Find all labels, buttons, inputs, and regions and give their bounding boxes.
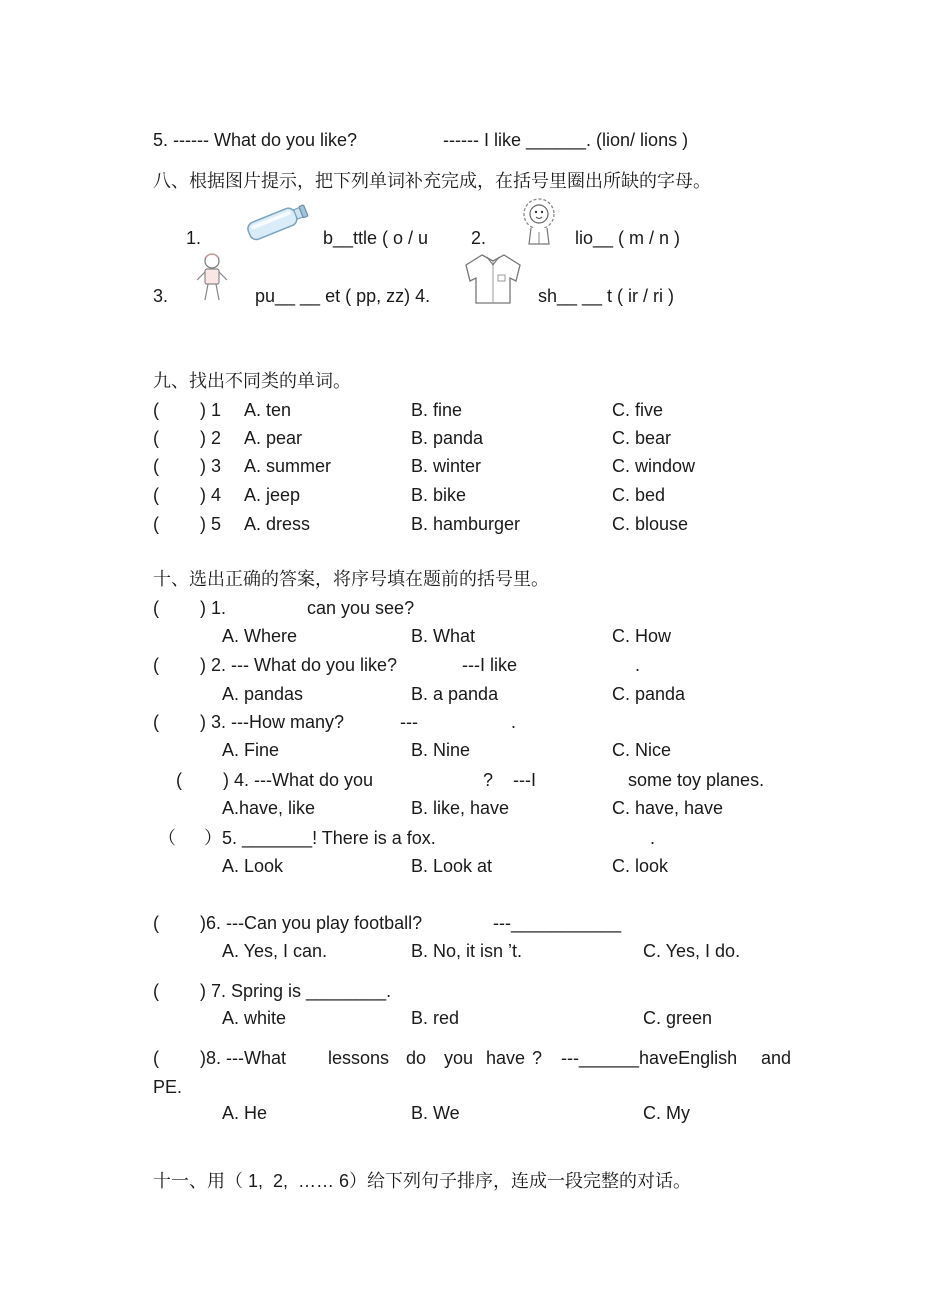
option-a: A. Look: [222, 856, 284, 876]
option-a: A. Fine: [222, 740, 280, 760]
section-10-title: 十、选出正确的答案，将序号填在题前的括号里。: [153, 569, 549, 589]
question-word: have: [486, 1048, 526, 1068]
bottle-icon: [241, 198, 313, 246]
question-word: lessons: [328, 1048, 390, 1068]
answer-bracket[interactable]: (: [153, 428, 159, 448]
question-text: ) 4. ---What do you: [223, 770, 374, 790]
question-text: ）5. _______! There is a fox.: [204, 828, 436, 848]
item-2-word: lio__ ( m / n ): [575, 228, 681, 248]
option-c: C. Nice: [612, 740, 672, 760]
question-number: ) 1: [200, 400, 222, 420]
option-a: A. summer: [244, 456, 332, 476]
item-2-number: 2.: [471, 228, 487, 248]
option-a: A. ten: [244, 400, 292, 420]
option-a: A. white: [222, 1008, 287, 1028]
option-a: A. Yes, I can.: [222, 941, 328, 961]
option-b: B. Look at: [411, 856, 493, 876]
item-3-word: pu__ __ et ( pp, zz) 4.: [255, 286, 431, 306]
answer-bracket[interactable]: (: [153, 456, 159, 476]
q5-question: 5. ------ What do you like?: [153, 130, 358, 150]
section-8-title: 八、根据图片提示，把下列单词补充完成，在括号里圈出所缺的字母。: [153, 171, 711, 191]
question-number: ) 3: [200, 456, 222, 476]
answer-bracket[interactable]: (: [153, 712, 159, 732]
question-mark: ?: [483, 770, 494, 790]
option-b: B. We: [411, 1103, 460, 1123]
puppet-icon: [192, 250, 232, 304]
lion-icon: [517, 196, 561, 248]
question-number: ) 1.: [200, 598, 227, 618]
option-a: A. He: [222, 1103, 268, 1123]
option-a: A.have, like: [222, 798, 316, 818]
answer-bracket[interactable]: (: [153, 655, 159, 675]
question-reply: ---: [400, 712, 418, 732]
option-b: B. Nine: [411, 740, 471, 760]
question-end: .: [511, 712, 517, 732]
option-b: B. hamburger: [411, 514, 521, 534]
option-b: B. panda: [411, 428, 484, 448]
question-text: )8. ---What: [200, 1048, 287, 1068]
question-word: and: [761, 1048, 792, 1068]
question-word: ?: [532, 1048, 543, 1068]
question-reply: ---I: [513, 770, 536, 790]
option-a: A. pandas: [222, 684, 304, 704]
option-c: C. My: [643, 1103, 690, 1123]
question-end: .: [650, 828, 656, 848]
option-b: B. fine: [411, 400, 463, 420]
option-c: C. five: [612, 400, 664, 420]
question-text: ) 7. Spring is ________.: [200, 981, 392, 1001]
option-c: C. Yes, I do.: [643, 941, 741, 961]
answer-bracket[interactable]: (: [153, 485, 159, 505]
option-a: A. pear: [244, 428, 303, 448]
question-number: ) 4: [200, 485, 222, 505]
question-reply: ---______haveEnglish: [561, 1048, 738, 1068]
question-word: you: [444, 1048, 474, 1068]
answer-bracket[interactable]: (: [153, 598, 159, 618]
question-end: some toy planes.: [628, 770, 765, 790]
option-b: B. a panda: [411, 684, 499, 704]
option-c: C. window: [612, 456, 696, 476]
option-a: A. dress: [244, 514, 311, 534]
option-c: C. blouse: [612, 514, 689, 534]
option-c: C. How: [612, 626, 672, 646]
question-text: )6. ---Can you play football?: [200, 913, 423, 933]
option-c: C. have, have: [612, 798, 724, 818]
section-11-title: 十一、用（ 1, 2, …… 6）给下列句子排序，连成一段完整的对话。: [153, 1171, 692, 1191]
answer-bracket[interactable]: (: [153, 1048, 159, 1068]
option-a: A. jeep: [244, 485, 301, 505]
option-c: C. bear: [612, 428, 672, 448]
option-b: B. like, have: [411, 798, 510, 818]
answer-bracket[interactable]: (: [153, 514, 159, 534]
question-reply: ---___________: [493, 913, 622, 933]
option-c: C. green: [643, 1008, 713, 1028]
item-4-word: sh__ __ t ( ir / ri ): [538, 286, 675, 306]
option-b: B. winter: [411, 456, 482, 476]
option-b: B. bike: [411, 485, 467, 505]
q5-answer: ------ I like ______. (lion/ lions ): [443, 130, 689, 150]
question-text: ) 2. --- What do you like?: [200, 655, 398, 675]
answer-bracket[interactable]: (: [153, 913, 159, 933]
question-word: do: [406, 1048, 427, 1068]
option-c: C. panda: [612, 684, 686, 704]
option-b: B. red: [411, 1008, 460, 1028]
section-9-title: 九、找出不同类的单词。: [153, 371, 351, 391]
option-c: C. bed: [612, 485, 666, 505]
question-stem: can you see?: [307, 598, 415, 618]
option-c: C. look: [612, 856, 669, 876]
answer-bracket[interactable]: （: [158, 828, 176, 848]
shirt-icon: [460, 251, 526, 305]
item-1-word: b__ttle ( o / u: [323, 228, 429, 248]
answer-bracket[interactable]: (: [176, 770, 182, 790]
option-a: A. Where: [222, 626, 298, 646]
answer-bracket[interactable]: (: [153, 981, 159, 1001]
item-3-number: 3.: [153, 286, 169, 306]
option-b: B. What: [411, 626, 476, 646]
answer-bracket[interactable]: (: [153, 400, 159, 420]
question-continued: PE.: [153, 1077, 183, 1097]
question-number: ) 2: [200, 428, 222, 448]
question-end: .: [635, 655, 641, 675]
question-text: ) 3. ---How many?: [200, 712, 345, 732]
question-number: ) 5: [200, 514, 222, 534]
option-b: B. No, it isn ’t.: [411, 941, 523, 961]
question-reply: ---I like: [462, 655, 517, 675]
item-1-number: 1.: [186, 228, 202, 248]
